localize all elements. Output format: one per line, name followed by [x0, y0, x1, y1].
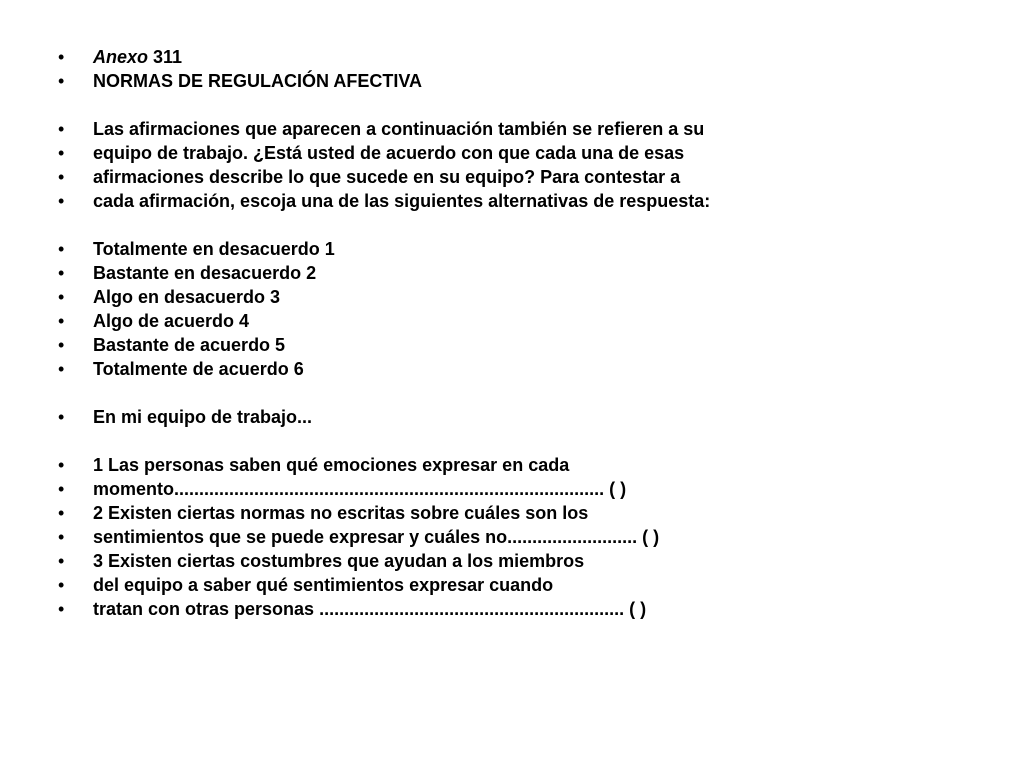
- item-text: 1 Las personas saben qué emociones expresar en cada: [93, 455, 570, 475]
- bullet-icon: •: [58, 527, 65, 547]
- item-line: [58, 501, 958, 525]
- annex-line: [58, 45, 958, 69]
- scale-option-text: Bastante en desacuerdo 2: [93, 263, 317, 283]
- scale-option: [58, 333, 958, 357]
- intro-line: [58, 189, 958, 213]
- prompt-text: En mi equipo de trabajo...: [93, 407, 313, 427]
- scale-option-text: Algo de acuerdo 4: [93, 311, 250, 331]
- intro-text: equipo de trabajo. ¿Está usted de acuerdo con que cada una de esas: [93, 143, 685, 163]
- bullet-icon: •: [58, 455, 65, 475]
- item-line: [58, 597, 958, 621]
- scale-option: [58, 261, 958, 285]
- item-text: sentimientos que se puede expresar y cuáles no.......................... ( ): [93, 527, 660, 547]
- bullet-icon: •: [58, 551, 65, 571]
- scale-option-text: Bastante de acuerdo 5: [93, 335, 286, 355]
- scale-option-text: Algo en desacuerdo 3: [93, 287, 281, 307]
- bullet-icon: •: [58, 191, 65, 211]
- prompt-line: [58, 405, 958, 429]
- bullet-icon: •: [58, 407, 65, 427]
- bullet-icon: •: [58, 47, 65, 67]
- item-text: 2 Existen ciertas normas no escritas sobre cuáles son los: [93, 503, 589, 523]
- intro-text: Las afirmaciones que aparecen a continuación también se refieren a su: [93, 119, 705, 139]
- bullet-icon: •: [58, 263, 65, 283]
- section-title: [58, 69, 958, 93]
- bullet-icon: •: [58, 71, 65, 91]
- scale-option: [58, 285, 958, 309]
- item-text: del equipo a saber qué sentimientos expresar cuando: [93, 575, 554, 595]
- bullet-icon: •: [58, 119, 65, 139]
- intro-line: [58, 141, 958, 165]
- bullet-icon: •: [58, 287, 65, 307]
- item-line: [58, 477, 958, 501]
- bullet-icon: •: [58, 599, 65, 619]
- bullet-icon: •: [58, 479, 65, 499]
- item-text: 3 Existen ciertas costumbres que ayudan a los miembros: [93, 551, 585, 571]
- bullet-list: [58, 45, 958, 621]
- intro-text: afirmaciones describe lo que sucede en su equipo? Para contestar a: [93, 167, 681, 187]
- intro-text: cada afirmación, escoja una de las siguientes alternativas de respuesta:: [93, 191, 711, 211]
- scale-option-text: Totalmente de acuerdo 6: [93, 359, 304, 379]
- item-text: momento...................................................................................... ( ): [93, 479, 627, 499]
- bullet-icon: •: [58, 335, 65, 355]
- item-line: [58, 573, 958, 597]
- bullet-icon: •: [58, 503, 65, 523]
- scale-option-text: Totalmente en desacuerdo 1: [93, 239, 335, 259]
- item-line: [58, 549, 958, 573]
- bullet-icon: •: [58, 359, 65, 379]
- intro-line: [58, 165, 958, 189]
- bullet-icon: •: [58, 239, 65, 259]
- annex-word: Anexo: [93, 47, 149, 67]
- scale-option: [58, 357, 958, 381]
- bullet-icon: •: [58, 311, 65, 331]
- scale-option: [58, 237, 958, 261]
- annex-number: 311: [153, 47, 183, 67]
- item-line: [58, 525, 958, 549]
- scale-option: [58, 309, 958, 333]
- bullet-icon: •: [58, 167, 65, 187]
- section-title-text: NORMAS DE REGULACIÓN AFECTIVA: [93, 71, 423, 91]
- item-line: [58, 453, 958, 477]
- item-text: tratan con otras personas ............................................................. ( ): [93, 599, 647, 619]
- bullet-icon: •: [58, 143, 65, 163]
- intro-line: [58, 117, 958, 141]
- bullet-icon: •: [58, 575, 65, 595]
